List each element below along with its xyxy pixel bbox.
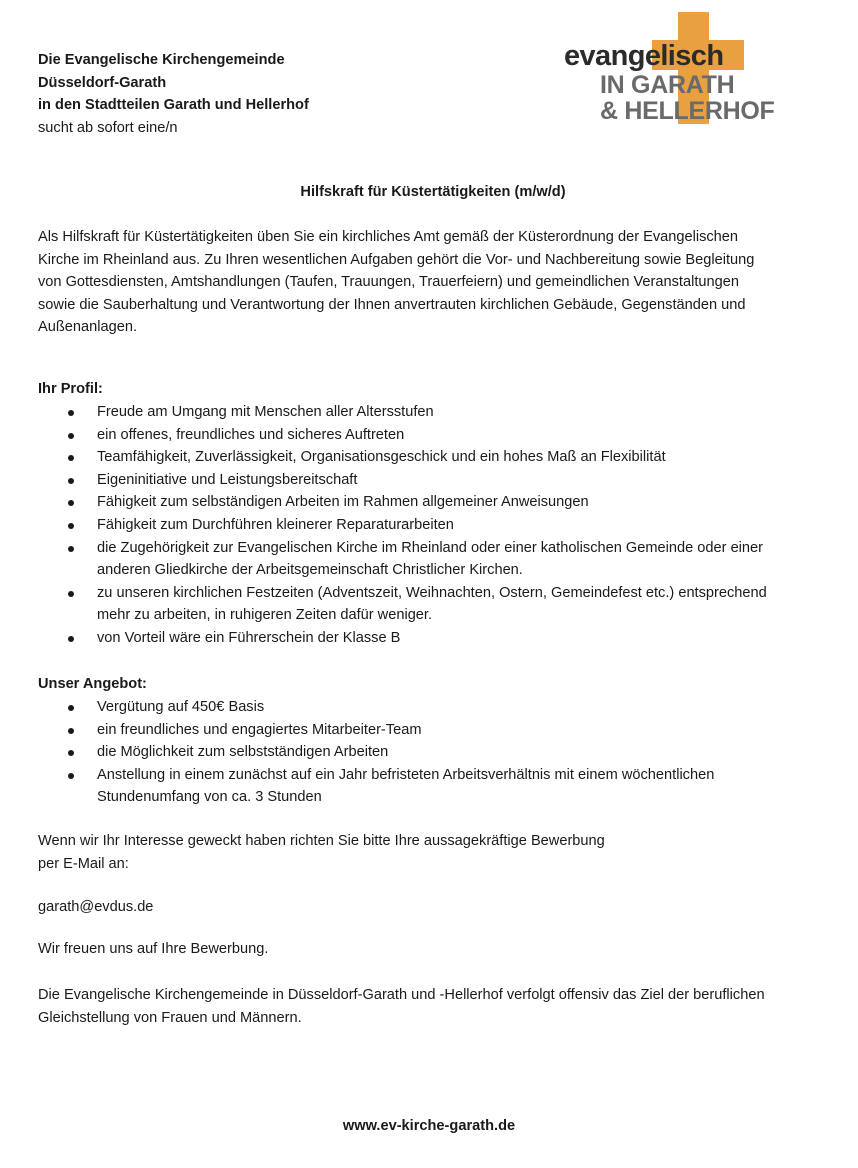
list-item: die Möglichkeit zum selbstständigen Arbeiten xyxy=(38,741,778,764)
hiring-intro: sucht ab sofort eine/n xyxy=(38,119,178,136)
profile-list xyxy=(38,401,778,650)
list-item: Fähigkeit zum selbständigen Arbeiten im Rahmen allgemeiner Anweisungen xyxy=(38,491,778,514)
job-title: Hilfskraft für Küstertätigkeiten (m/w/d) xyxy=(300,184,566,200)
list-item: Vergütung auf 450€ Basis xyxy=(38,696,778,719)
contact-line-2: per E-Mail an: xyxy=(38,855,129,872)
equality-statement: Die Evangelische Kirchengemeinde in Düsseldorf-Garath und -Hellerhof verfolgt offensiv das Ziel der beruflichen Gleichstellung von Frauen und Männern. xyxy=(38,987,765,1026)
list-item: ein freundliches und engagiertes Mitarbeiter-Team xyxy=(38,719,778,742)
list-item: Anstellung in einem zunächst auf ein Jahr befristeten Arbeitsverhältnis mit einem wöchentlichen Stundenumfang von ca. 3 Stunden xyxy=(38,764,778,809)
offer-list xyxy=(38,696,778,809)
employer-name-line-2: Düsseldorf-Garath xyxy=(38,74,167,91)
list-item: von Vorteil wäre ein Führerschein der Klasse B xyxy=(38,627,778,650)
profile-heading: Ihr Profil: xyxy=(38,381,103,397)
job-description: Als Hilfskraft für Küstertätigkeiten üben Sie ein kirchliches Amt gemäß der Küsterordnung der Evangelischen Kirche im Rheinland aus. Zu Ihren wesentlichen Aufgaben gehört die Vor- und Nachbereitung sowie Begleitung von Gottesdiensten, Amtshandlungen (Taufen, Trauungen, Trauerfeiern) und gemeindlichen Veranstaltungen sowie die Sauberhaltung und Verantwortung der Ihnen anvertrauten kirchlichen Gebäude, Gegenständen und Außenanlagen. xyxy=(38,229,755,336)
offer-heading: Unser Angebot: xyxy=(38,676,147,692)
employer-header xyxy=(38,49,458,139)
contact-paragraph xyxy=(38,830,778,875)
list-item: Freude am Umgang mit Menschen aller Altersstufen xyxy=(38,401,778,424)
list-item: Eigeninitiative und Leistungsbereitschaft xyxy=(38,469,778,492)
website-url: www.ev-kirche-garath.de xyxy=(342,1118,516,1134)
list-item: zu unseren kirchlichen Festzeiten (Adventszeit, Weihnachten, Ostern, Gemeindefest etc.) entsprechend mehr zu arbeiten, in ruhigeren Zeiten dafür weniger. xyxy=(38,582,778,627)
logo-text-evangelisch: evangelisch xyxy=(564,40,724,72)
logo-text-hellerhof: & HELLERHOF xyxy=(600,97,775,125)
contact-line-1: Wenn wir Ihr Interesse geweckt haben richten Sie bitte Ihre aussagekräftige Bewerbung xyxy=(38,833,605,849)
employer-districts: in den Stadtteilen Garath und Hellerhof xyxy=(38,97,309,114)
employer-name-line-1: Die Evangelische Kirchengemeinde xyxy=(38,52,285,68)
list-item: ein offenes, freundliches und sicheres Auftreten xyxy=(38,424,778,447)
closing-sentence: Wir freuen uns auf Ihre Bewerbung. xyxy=(38,941,269,957)
list-item: Fähigkeit zum Durchführen kleinerer Reparaturarbeiten xyxy=(38,514,778,537)
list-item: Teamfähigkeit, Zuverlässigkeit, Organisationsgeschick und ein hohes Maß an Flexibilität xyxy=(38,446,778,469)
church-logo xyxy=(562,12,782,127)
contact-email: garath@evdus.de xyxy=(38,899,154,915)
list-item: die Zugehörigkeit zur Evangelischen Kirche im Rheinland oder einer katholischen Gemeinde oder einer anderen Gliedkirche der Arbeitsgemeinschaft Christlicher Kirchen. xyxy=(38,537,778,582)
logo-text-garath: IN GARATH xyxy=(600,71,735,99)
